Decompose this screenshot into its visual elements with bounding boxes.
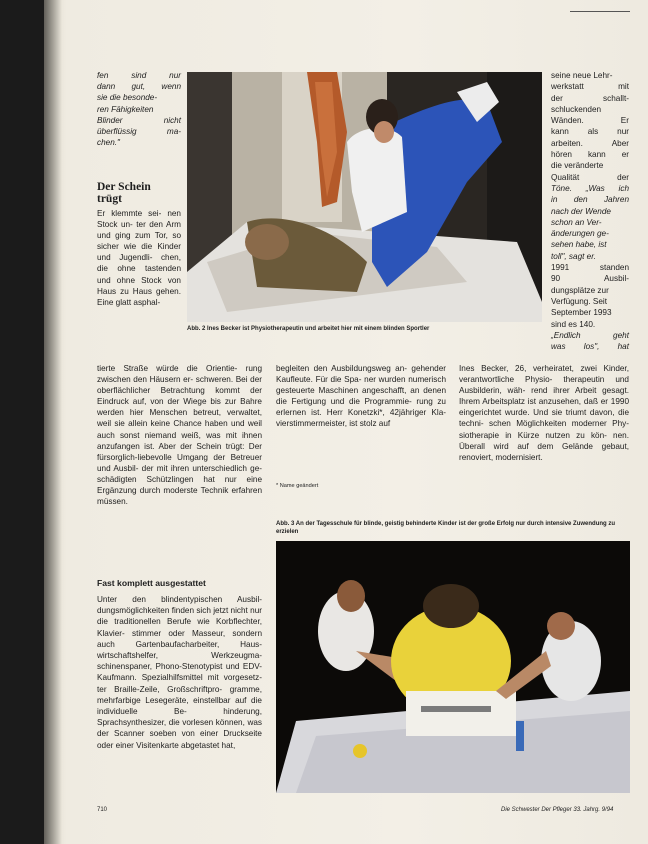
photo-day-school-image bbox=[276, 541, 630, 793]
quote-line: sie die besonde- bbox=[97, 93, 158, 103]
text-line: Wänden. Er bbox=[551, 116, 629, 126]
text-line: seine neue Lehr- bbox=[551, 71, 613, 80]
text-line: schluckenden bbox=[551, 104, 602, 114]
book-spine-shadow bbox=[44, 0, 62, 844]
heading-line: Der Schein bbox=[97, 181, 151, 193]
body-text-col3-narrow bbox=[551, 70, 629, 352]
text-line: hören kann er bbox=[551, 150, 629, 160]
pull-quote-end bbox=[97, 70, 181, 148]
text-line: dungsplätze zur bbox=[551, 285, 609, 295]
text-line: 90 Ausbil- bbox=[551, 274, 629, 284]
text-line: „Endlich geht bbox=[551, 330, 629, 340]
heading-line: trügt bbox=[97, 193, 122, 205]
text-line: toll", sagt er. bbox=[551, 251, 596, 261]
photo-physiotherapy-image bbox=[187, 72, 542, 322]
text-line: Qualität der bbox=[551, 172, 629, 182]
text-line: in den Jahren bbox=[551, 195, 629, 205]
paragraph: tierte Straße würde die Orientie- rung zwischen den Häusern er- schweren. Bei der oberflächlicher Betrachtung kommt der Eindruck auf, von der Wiege bis zur Bahre werden hier Menschen betreut, verwaltet, weil sie allein keine Chance haben und weil auch sonst niemand weiß, was mit ihnen anzufangen ist. Aber der Schein trügt: Der fürsorglich-liebevolle Umgang der Betreuer und Ausbil- der mit ihren unterschiedlich ge- schädigten Schützlingen hat nur eine Ergänzung durch moderste Technik erfahren müssen. bbox=[97, 364, 262, 507]
photo-physiotherapy bbox=[187, 72, 542, 322]
body-text-col1-narrow bbox=[97, 208, 181, 308]
quote-line: überflüssig ma- bbox=[97, 127, 181, 137]
text-line: die veränderte bbox=[551, 161, 604, 171]
paragraph: begleiten den Ausbildungsweg an- gehender Kaufleute. Für die Spa- ner wurden numerisch gesteuerte Maschinen angeschafft, an denen die Fertigung und die Programmie- rung zu erlernen ist. Herr Konetzki*, 42jähriger Kla- vierstimmermeister, ist stolz auf bbox=[276, 364, 446, 429]
subheading: Fast komplett ausgestattet bbox=[97, 578, 206, 588]
photo-caption-1: Abb. 2 Ines Becker ist Physiotherapeutin und arbeitet hier mit einem blinden Sportler bbox=[187, 326, 430, 332]
text-line: was los", hat bbox=[551, 342, 629, 352]
photo-caption-2: Abb. 3 An der Tagesschule für blinde, geistig behinderte Kinder ist der große Erfolg nur durch intensive Zuwendung zu erzielen bbox=[276, 521, 616, 535]
quote-line: dann gut, wenn bbox=[97, 82, 181, 92]
text-line: schon an Ver- bbox=[551, 217, 602, 227]
quote-line: ren Fähigkeiten bbox=[97, 104, 154, 114]
section-heading bbox=[97, 181, 151, 205]
footnote: * Name geändert bbox=[276, 483, 319, 489]
body-text-col1 bbox=[97, 363, 262, 507]
journal-reference: Die Schwester Der Pfleger 33. Jahrg. 9/94 bbox=[501, 807, 614, 813]
text-line: änderungen ge- bbox=[551, 229, 609, 239]
text-line: kann als nur bbox=[551, 127, 629, 137]
text-line: Verfügung. Seit bbox=[551, 296, 607, 306]
photo-day-school bbox=[276, 541, 630, 793]
paragraph: Ines Becker, 26, verheiratet, zwei Kinder, verantwortliche Physio- therapeutin und Ausbilderin, wäh- rend ihrer Arbeit gesagt. Ihrem Arbeitsplatz ist anzusehen, daß er 1990 eingerichtet wurde. Und sie triumt davon, die techni- schen Möglichkeiten moderner Phy- siotherapie in Kürze nutzen zu kön- nen. Überall wird auf dem Gelände gebaut, renoviert, modernisiert. bbox=[459, 364, 629, 462]
paragraph: Er klemmte sei- nen Stock un- ter den Arm und ging zum Tor, so sicher wie die Kinder und Jugendli- chen, die ohne tastenden und ohne Stock von Haus zu Haus gehen. Eine glatt asphal- bbox=[97, 209, 181, 307]
quote-line: chen." bbox=[97, 138, 120, 148]
quote-line: fen sind nur bbox=[97, 71, 181, 80]
text-line: arbeiten. Aber bbox=[551, 138, 629, 148]
text-line: September 1993 bbox=[551, 308, 612, 318]
text-line: sehen habe, ist bbox=[551, 240, 607, 250]
paragraph: Unter den blindentypischen Ausbil- dungsmöglichkeiten finden sich jetzt nicht nur die traditionellen Berufe wie Korbflechter, Klavier- stimmer oder Masseur, sondern auch Gartenbaufacharbeiter, Haus- wirtschaftshelfer, Werkzeugma- schinenspaner, Phono-Stenotypist und EDV-Kaufmann. Spezialhilfsmittel mit vorgesetz- ter Braille-Zeile, Großschriftpro- gramme, mehrfarbige Lesegeräte, einstellbar auf die individuelle Be- hinderung, Sprachsynthesizer, die vorlesen können, was der Scanner soeben von einer Druckseite oder einer Visitenkarte abgetastet hat, bbox=[97, 595, 262, 750]
body-text-col3 bbox=[459, 363, 629, 463]
text-line: Töne. „Was ich bbox=[551, 183, 629, 193]
body-text-col1-bottom bbox=[97, 594, 262, 751]
text-line: werkstatt mit bbox=[551, 82, 629, 92]
text-line: sind es 140. bbox=[551, 319, 596, 329]
text-line: der schallt- bbox=[551, 93, 629, 103]
page-number: 710 bbox=[97, 807, 108, 813]
body-text-col2 bbox=[276, 363, 446, 430]
text-line: 1991 standen bbox=[551, 263, 629, 273]
text-line: nach der Wende bbox=[551, 206, 611, 216]
header-rule bbox=[570, 11, 630, 12]
quote-line: Blinder nicht bbox=[97, 115, 181, 125]
